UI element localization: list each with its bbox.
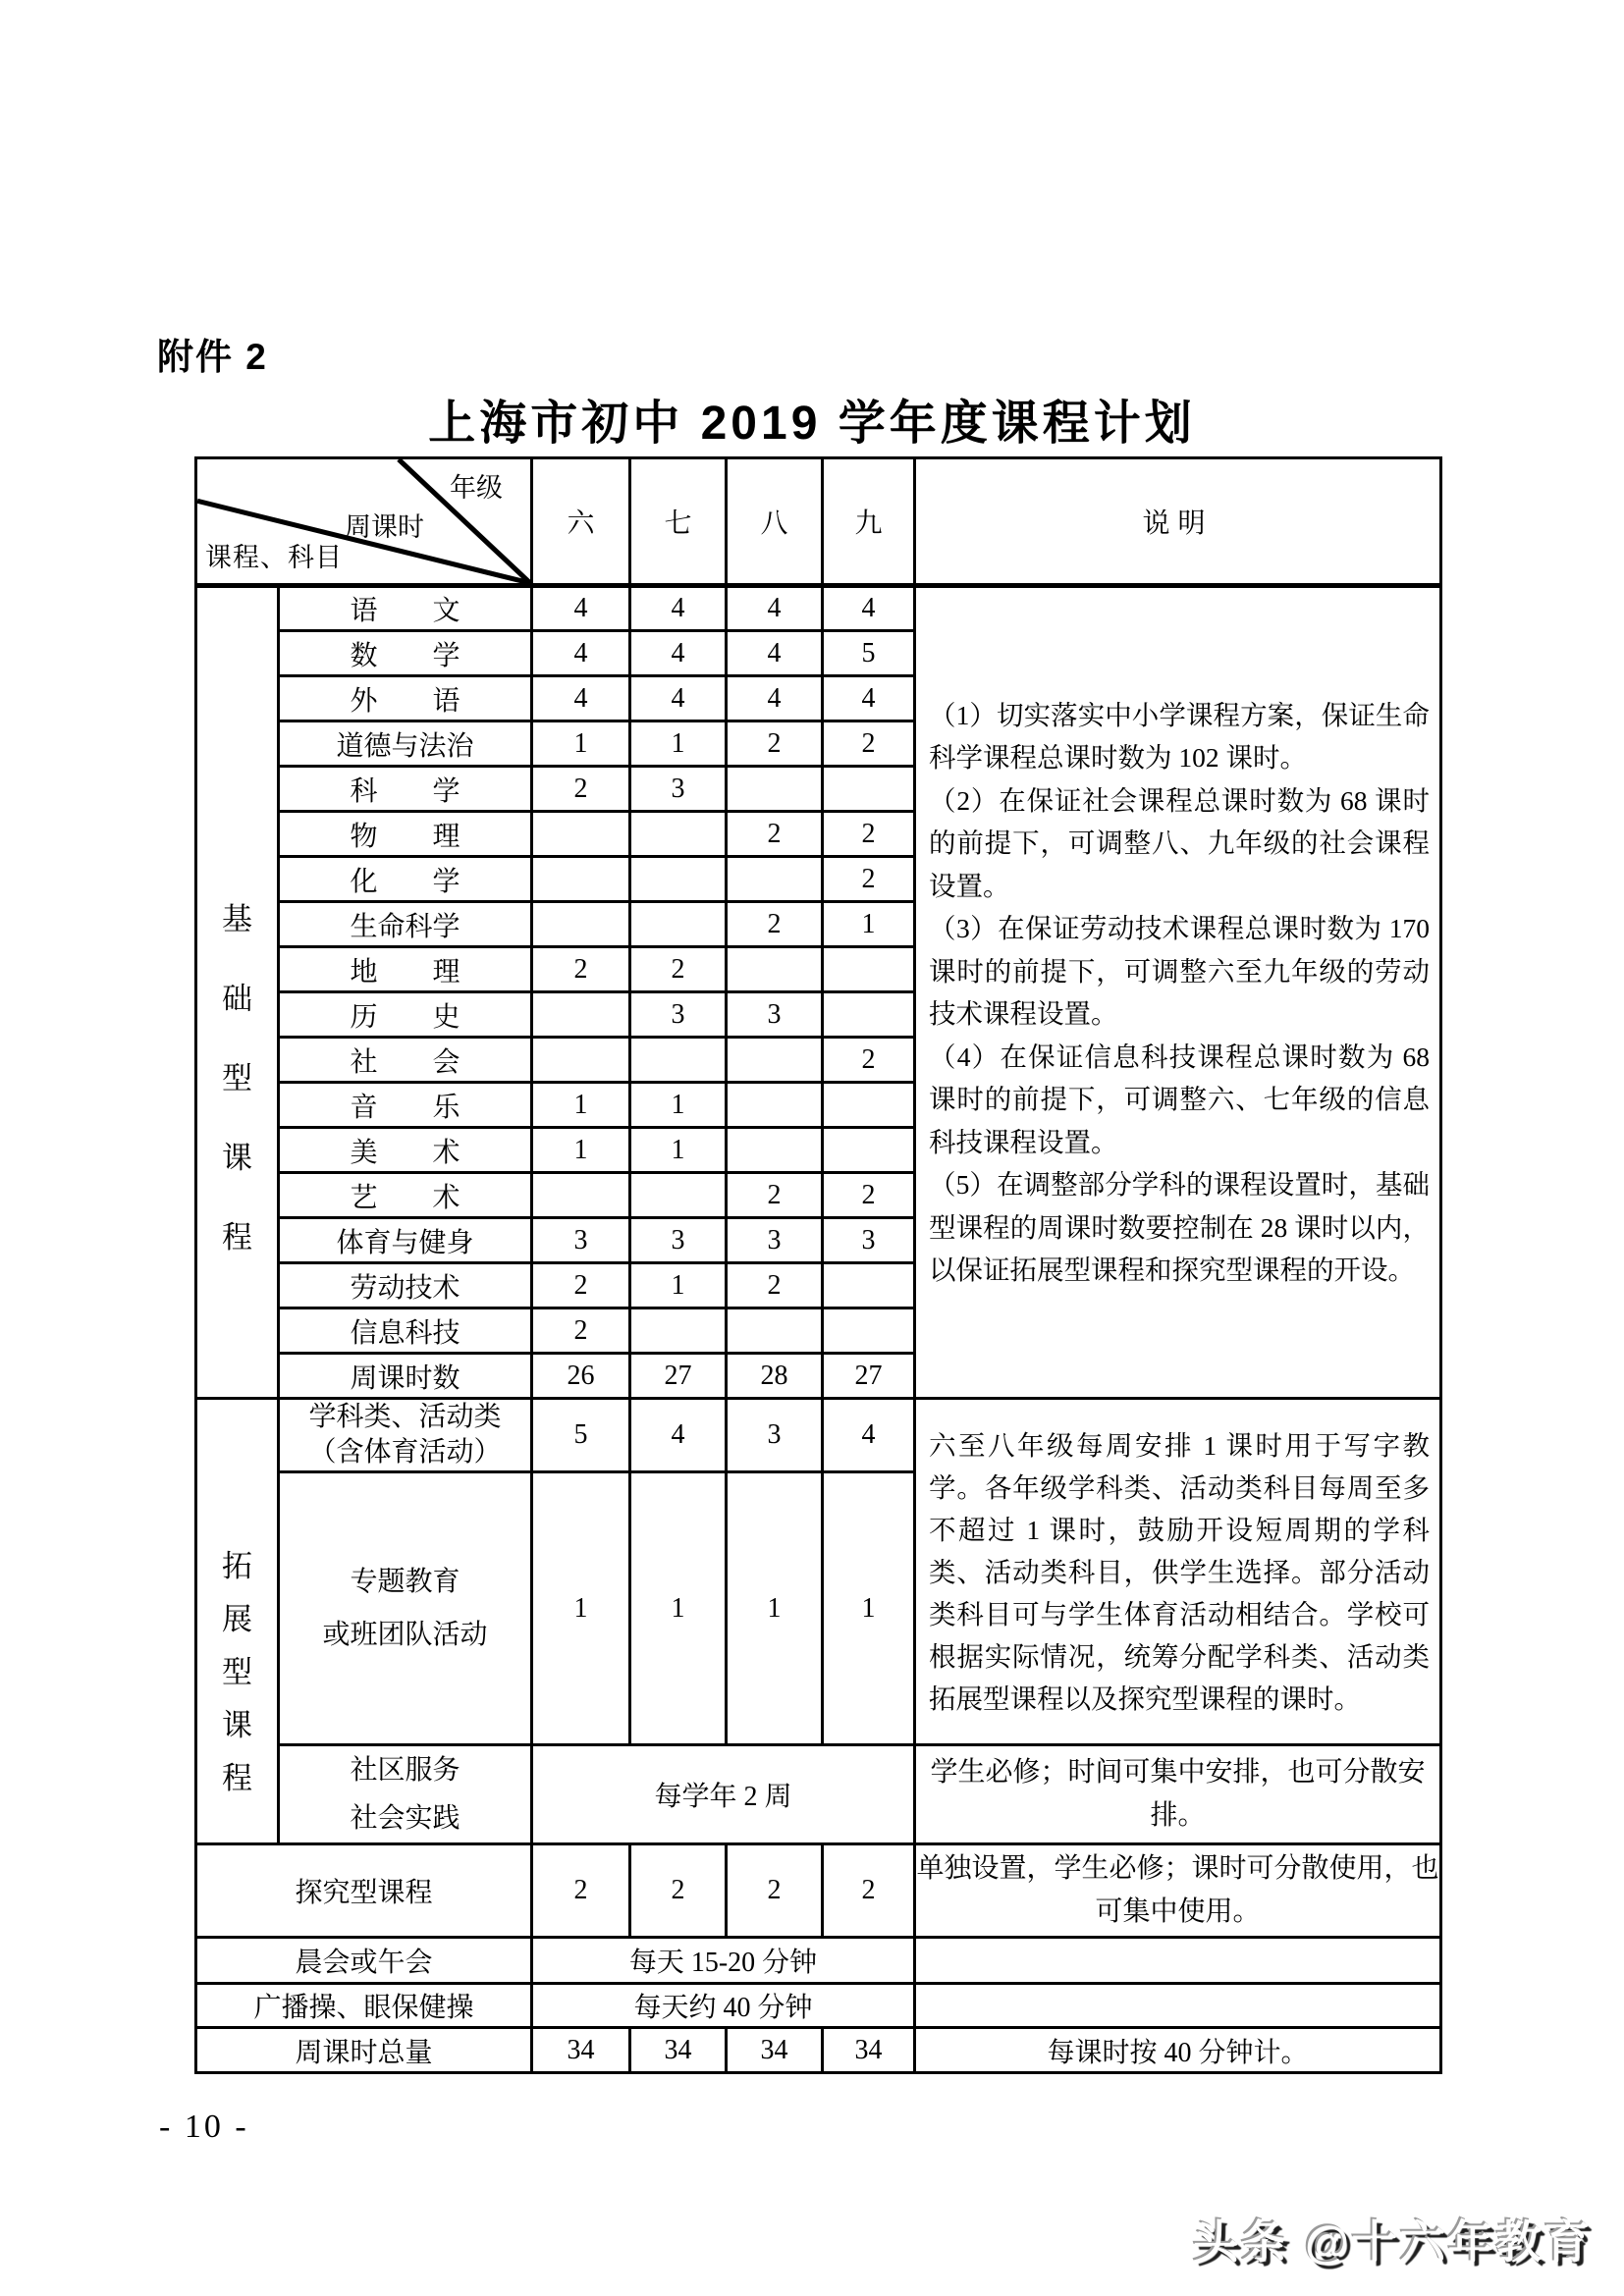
cell-value: 34 [532,2028,630,2073]
subject-line: 学科类、活动类 [308,1402,502,1432]
merged-value-cell: 每天 15-20 分钟 [532,1938,915,1984]
subject-label: 美 术 [279,1128,532,1173]
cell-value: 2 [630,1844,727,1938]
subject-label: 生命科学 [279,902,532,947]
subject-label: 科 学 [279,767,532,812]
category-char: 展 [222,1602,252,1636]
watermark: 头条 @十六年教育 [1193,2216,1593,2268]
cell-value [630,1038,727,1083]
cell-value [823,1308,915,1354]
cell-value: 1 [532,1083,630,1128]
row-label-weekly-total: 周课时总量 [196,2028,532,2073]
morning-note [915,1938,1441,1984]
subject-label [279,1472,532,1745]
cell-value [630,1308,727,1354]
corner-label-course-subject: 课程、科目 [205,543,343,572]
cell-value: 4 [630,1399,727,1472]
cell-value [630,857,727,902]
cell-value: 4 [727,586,823,631]
table-row [196,1938,1441,1984]
subject-label: 劳动技术 [279,1263,532,1308]
cell-value: 1 [630,1472,727,1745]
cell-value: 4 [630,676,727,721]
subject-label: 周课时数 [279,1354,532,1399]
cell-value: 2 [727,902,823,947]
row-label-broadcast-exercise: 广播操、眼保健操 [196,1984,532,2028]
cell-value [630,812,727,857]
page-number: - 10 - [159,2109,249,2145]
cell-value: 3 [727,992,823,1038]
cell-value [532,857,630,902]
note-item: （2）在保证社会课程总课时数为 68 课时的前提下，可调整八、九年级的社会课程设置。 [929,784,1430,901]
category-basic-courses [196,586,279,1399]
cell-value: 34 [630,2028,727,2073]
cell-value: 4 [727,631,823,676]
cell-value [823,1128,915,1173]
cell-value: 2 [727,812,823,857]
table-header-row [196,458,1441,586]
cell-value [532,992,630,1038]
cell-value: 4 [532,631,630,676]
subject-label: 艺 术 [279,1173,532,1218]
merged-value-cell: 每学年 2 周 [532,1745,915,1844]
cell-value [532,812,630,857]
cell-value: 2 [532,1308,630,1354]
subject-label: 道德与法治 [279,721,532,767]
cell-value: 2 [532,1263,630,1308]
subject-label [279,1745,532,1844]
cell-value [630,1173,727,1218]
cell-value [532,902,630,947]
merged-value-cell: 每天约 40 分钟 [532,1984,915,2028]
cell-value [823,767,915,812]
attachment-label: 附件 2 [157,337,268,377]
cell-value [727,1128,823,1173]
cell-value: 27 [630,1354,727,1399]
cell-value: 2 [823,1173,915,1218]
category-char: 拓 [222,1549,252,1583]
cell-value: 2 [727,1173,823,1218]
subject-line: 社会实践 [350,1803,460,1834]
subject-label: 体育与健身 [279,1218,532,1263]
cell-value: 27 [823,1354,915,1399]
cell-value: 4 [823,586,915,631]
table-row [196,1984,1441,2028]
cell-value: 34 [823,2028,915,2073]
category-char: 程 [222,1761,252,1795]
cell-value: 4 [532,676,630,721]
cell-value: 4 [727,676,823,721]
cell-value: 1 [630,1128,727,1173]
cell-value: 4 [823,676,915,721]
cell-value: 28 [727,1354,823,1399]
subject-label: 音 乐 [279,1083,532,1128]
category-expansion-courses [196,1399,279,1844]
table-row [196,586,1441,631]
exercise-note [915,1984,1441,2028]
cell-value: 2 [823,1038,915,1083]
cell-value: 5 [823,631,915,676]
subject-label [279,1399,532,1472]
category-char: 础 [222,981,252,1016]
cell-value: 3 [630,767,727,812]
cell-value: 3 [532,1218,630,1263]
cell-value: 2 [630,947,727,992]
page-title: 上海市初中 2019 学年度课程计划 [428,398,1196,450]
note-item: （4）在保证信息科技课程总课时数为 68 课时的前提下，可调整六、七年级的信息科技课程设置。 [929,1041,1430,1157]
cell-value: 1 [532,1472,630,1745]
subject-label: 信息科技 [279,1308,532,1354]
corner-label-grade: 年级 [450,473,503,503]
subject-label: 社 会 [279,1038,532,1083]
subject-line: （含体育活动） [308,1437,502,1468]
cell-value: 1 [823,902,915,947]
cell-value: 4 [630,631,727,676]
cell-value [823,947,915,992]
basic-section-notes [915,586,1441,1399]
row-label-morning-meeting: 晨会或午会 [196,1938,532,1984]
cell-value: 3 [630,992,727,1038]
cell-value [630,902,727,947]
cell-value: 2 [823,857,915,902]
column-header-grade9: 九 [823,458,915,586]
cell-value [532,1173,630,1218]
community-note: 学生必修；时间可集中安排，也可分散安排。 [915,1745,1441,1844]
table-row [196,1399,1441,1472]
cell-value [823,1263,915,1308]
cell-value [823,1083,915,1128]
cell-value: 34 [727,2028,823,2073]
cell-value [823,992,915,1038]
cell-value: 2 [532,1844,630,1938]
cell-value: 1 [630,1263,727,1308]
curriculum-table [194,456,1442,2074]
category-char: 课 [222,1708,252,1742]
column-header-grade6: 六 [532,458,630,586]
category-char: 型 [222,1060,252,1095]
cell-value: 2 [823,721,915,767]
diagonal-corner-cell [196,458,532,586]
category-char: 程 [222,1219,252,1255]
cell-value [727,857,823,902]
cell-value: 4 [630,586,727,631]
cell-value: 1 [532,721,630,767]
cell-value: 1 [630,1083,727,1128]
category-char: 型 [222,1655,252,1689]
cell-value: 4 [532,586,630,631]
category-char: 课 [222,1140,252,1175]
cell-value: 26 [532,1354,630,1399]
note-item: 六至八年级每周安排 1 课时用于写字教学。各年级学科类、活动类科目每周至多不超过 1 课时，鼓励开设短周期的学科类、活动类科目，供学生选择。部分活动类科目可与学生体育活动相结合。学校可根据实际情况，统筹分配学科类、活动类拓展型课程以及探究型课程的课时。 [929,1429,1430,1714]
subject-line: 社区服务 [350,1755,460,1786]
subject-label: 化 学 [279,857,532,902]
cell-value [727,947,823,992]
cell-value: 1 [532,1128,630,1173]
cell-value: 2 [823,1844,915,1938]
column-header-grade7: 七 [630,458,727,586]
cell-value: 1 [823,1472,915,1745]
subject-line: 或班团队活动 [322,1619,488,1650]
subject-label: 语 文 [279,586,532,631]
subject-label: 历 史 [279,992,532,1038]
cell-value: 1 [630,721,727,767]
cell-value [727,1038,823,1083]
cell-value: 2 [532,767,630,812]
cell-value: 3 [727,1218,823,1263]
cell-value [727,767,823,812]
subject-label: 地 理 [279,947,532,992]
cell-value: 2 [823,812,915,857]
subject-line: 专题教育 [350,1566,460,1597]
total-note: 每课时按 40 分钟计。 [915,2028,1441,2073]
cell-value: 3 [630,1218,727,1263]
inquiry-note: 单独设置，学生必修；课时可分散使用，也可集中使用。 [915,1844,1441,1938]
note-item: （3）在保证劳动技术课程总课时数为 170 课时的前提下，可调整六至九年级的劳动技术课程设置。 [929,913,1430,1029]
subject-label: 数 学 [279,631,532,676]
cell-value: 2 [727,1263,823,1308]
cell-value: 2 [532,947,630,992]
cell-value: 2 [727,1844,823,1938]
category-char: 基 [222,901,252,936]
subject-label: 物 理 [279,812,532,857]
cell-value: 2 [727,721,823,767]
subject-label: 外 语 [279,676,532,721]
table-row [196,1745,1441,1844]
cell-value: 3 [727,1399,823,1472]
cell-value [532,1038,630,1083]
note-item: （1）切实落实中小学课程方案，保证生命科学课程总课时数为 102 课时。 [929,699,1430,773]
corner-label-weekly-hours: 周课时 [345,512,424,542]
expansion-section-notes [915,1399,1441,1745]
cell-value: 5 [532,1399,630,1472]
note-item: （5）在调整部分学科的课程设置时，基础型课程的周课时数要控制在 28 课时以内，以保证拓展型课程和探究型课程的开设。 [929,1169,1430,1285]
column-header-notes: 说明 [915,458,1441,586]
column-header-grade8: 八 [727,458,823,586]
cell-value: 4 [823,1399,915,1472]
table-row [196,2028,1441,2073]
row-label-inquiry-course: 探究型课程 [196,1844,532,1938]
cell-value [727,1308,823,1354]
cell-value: 1 [727,1472,823,1745]
table-row [196,1844,1441,1938]
cell-value [727,1083,823,1128]
cell-value: 3 [823,1218,915,1263]
